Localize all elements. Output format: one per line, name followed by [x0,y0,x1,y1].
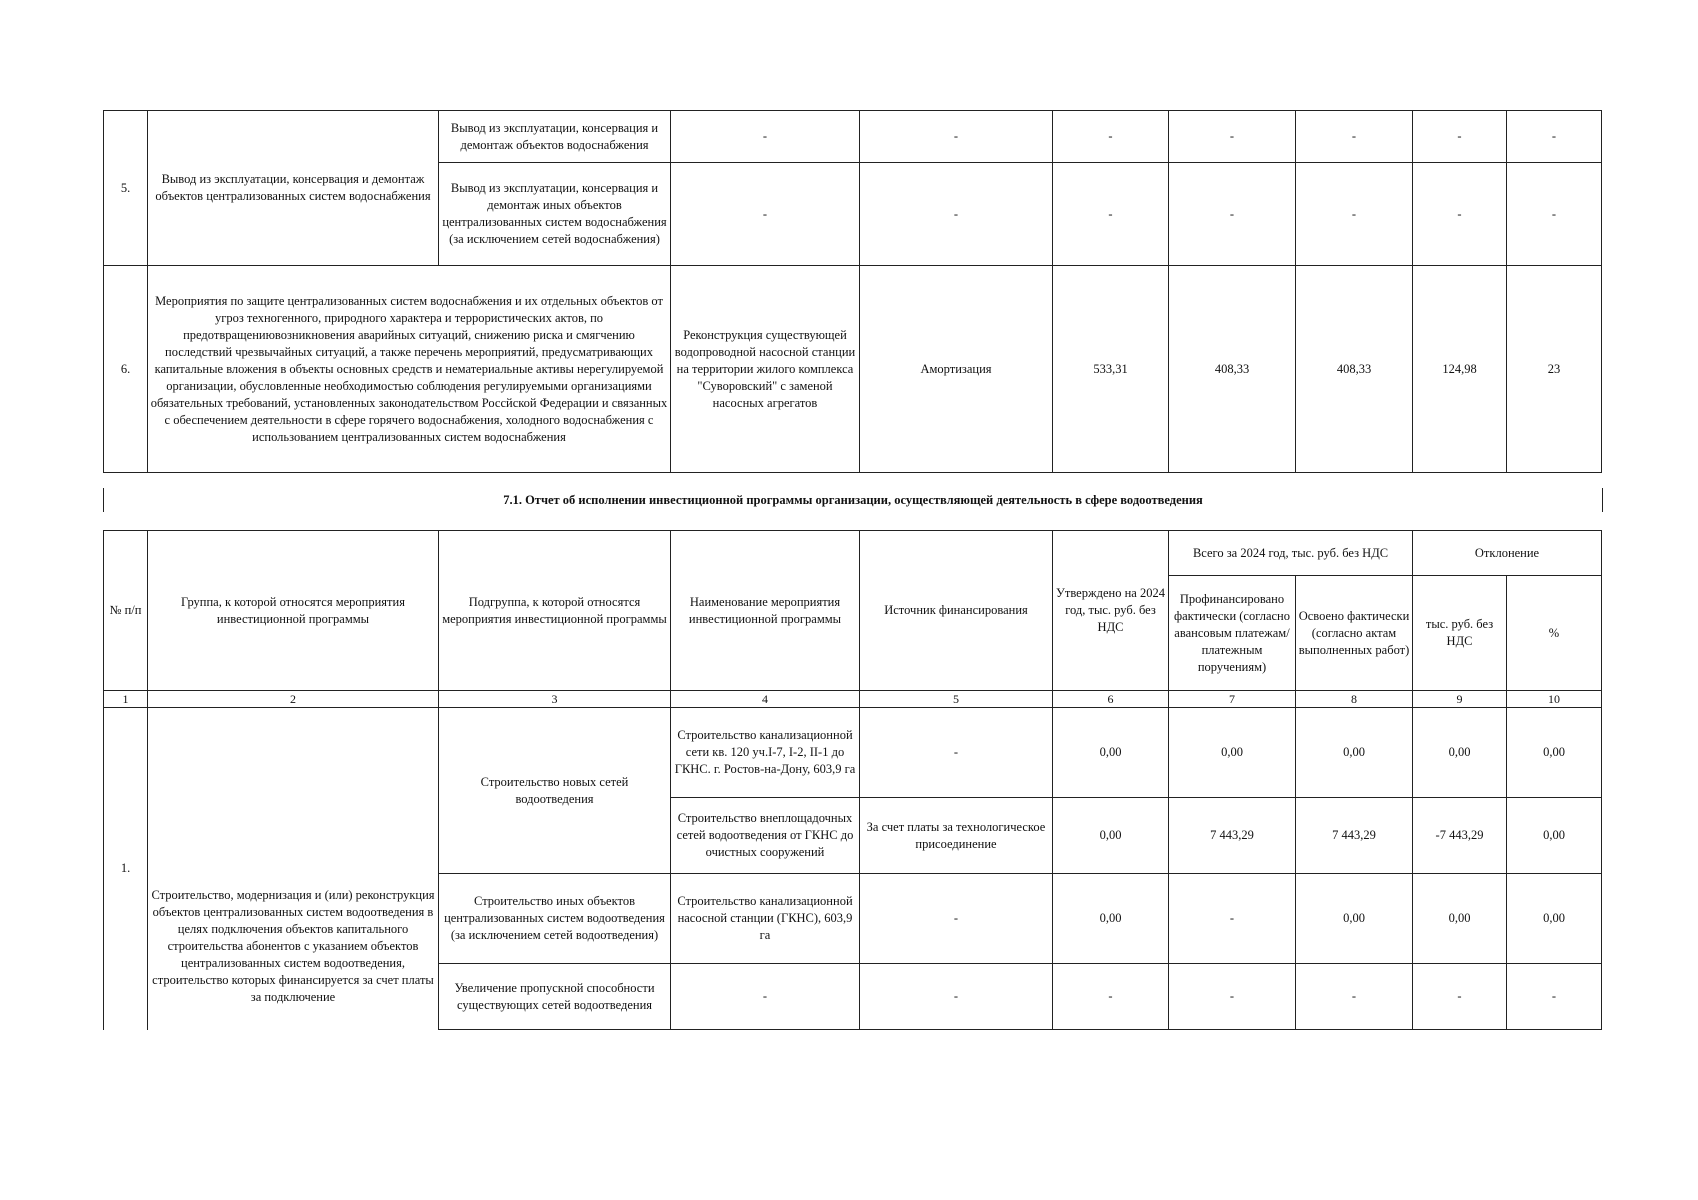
wastewater-report-table [103,530,1602,1030]
column-number: 8 [1296,691,1413,708]
mastered-cell: - [1296,111,1413,163]
subgroup-cell: Увеличение пропускной способности существующих сетей водоотведения [439,964,671,1030]
source-cell: За счет платы за технологическое присоединение [860,798,1053,874]
name-cell: - [671,964,860,1030]
row-number: 5. [104,111,148,266]
financed-cell: - [1169,964,1296,1030]
mastered-cell: 0,00 [1296,874,1413,964]
deviation-pct-cell: - [1507,111,1602,163]
column-number: 6 [1053,691,1169,708]
name-cell: Строительство канализационной насосной станции (ГКНС), 603,9 га [671,874,860,964]
header-num: № п/п [104,531,148,691]
group-cell: Мероприятия по защите централизованных систем водоснабжения и их отдельных объектов от угроз техногенного, природного характера и террористических актов, по предотвращениювозникновения аварийных ситуаций, снижению риска и смягчению последствий чрезвычайных ситуаций, а также перечень мероприятий, предусматривающих капитальные вложения в объекты основных средств и нематериальные активы нерегулируемой организации, обусловленные необходимостью соблюдения регулируемыми организациями обязательных требований, установленных законодательством Россйской Федерации и связанных с обеспечением деятельности в сфере горячего водоснабжения, холодного водоснабжения с использованием централизованных систем водоснабжения [148,266,671,473]
name-cell: Строительство канализационной сети кв. 120 уч.I-7, I-2, II-1 до ГКНС. г. Ростов-на-Дону, 603,9 га [671,708,860,798]
financed-cell: - [1169,874,1296,964]
column-number-row [104,691,1602,708]
header-approved: Утверждено на 2024 год, тыс. руб. без НДС [1053,531,1169,691]
header-subgroup: Подгруппа, к которой относятся мероприятия инвестиционной программы [439,531,671,691]
group-cell: Строительство, модернизация и (или) реконструкция объектов централизованных систем водоотведения в целях подключения объектов капитального строительства абонентов с указанием объектов централизованных систем водоотведения, строительство которых финансируется за счет платы за подключение [148,708,439,1030]
deviation-rub-cell: -7 443,29 [1413,798,1507,874]
source-cell: - [860,708,1053,798]
deviation-pct-cell: 0,00 [1507,708,1602,798]
deviation-rub-cell: - [1413,964,1507,1030]
name-cell: Реконструкция существующей водопроводной насосной станции на территории жилого комплекса "Суворовский" с заменой насосных агрегатов [671,266,860,473]
mastered-cell: - [1296,163,1413,266]
header-financed: Профинансировано фактически (согласно авансовым платежам/платежным поручениям) [1169,576,1296,691]
header-deviation-rub: тыс. руб. без НДС [1413,576,1507,691]
water-supply-table-continuation [103,110,1602,473]
row-number: 1. [104,708,148,1030]
deviation-pct-cell: 0,00 [1507,874,1602,964]
column-number: 2 [148,691,439,708]
group-cell: Вывод из эксплуатации, консервация и демонтаж объектов централизованных систем водоснабжения [148,111,439,266]
source-cell: - [860,964,1053,1030]
approved-cell: - [1053,964,1169,1030]
header-deviation-pct: % [1507,576,1602,691]
section-title: 7.1. Отчет об исполнении инвестиционной программы организации, осуществляющей деятельность в сфере водоотведения [103,488,1603,512]
deviation-pct-cell: - [1507,163,1602,266]
subgroup-cell: Вывод из эксплуатации, консервация и демонтаж иных объектов централизованных систем водоснабжения (за исключением сетей водоснабжения) [439,163,671,266]
approved-cell: - [1053,111,1169,163]
deviation-pct-cell: - [1507,964,1602,1030]
table-row [104,708,1602,798]
source-cell: - [860,111,1053,163]
deviation-pct-cell: 0,00 [1507,798,1602,874]
column-number: 5 [860,691,1053,708]
column-number: 1 [104,691,148,708]
name-cell: - [671,163,860,266]
header-deviation: Отклонение [1413,531,1602,576]
table-row [104,111,1602,163]
source-cell: - [860,163,1053,266]
source-cell: - [860,874,1053,964]
column-number: 4 [671,691,860,708]
row-number: 6. [104,266,148,473]
header-total: Всего за 2024 год, тыс. руб. без НДС [1169,531,1413,576]
subgroup-cell: Строительство иных объектов централизованных систем водоотведения (за исключением сетей водоотведения) [439,874,671,964]
deviation-rub-cell: 0,00 [1413,874,1507,964]
deviation-rub-cell: 0,00 [1413,708,1507,798]
deviation-pct-cell: 23 [1507,266,1602,473]
financed-cell: - [1169,163,1296,266]
financed-cell: 408,33 [1169,266,1296,473]
subgroup-cell: Строительство новых сетей водоотведения [439,708,671,874]
financed-cell: 7 443,29 [1169,798,1296,874]
column-number: 7 [1169,691,1296,708]
header-name: Наименование мероприятия инвестиционной программы [671,531,860,691]
approved-cell: 0,00 [1053,874,1169,964]
approved-cell: 0,00 [1053,708,1169,798]
mastered-cell: 408,33 [1296,266,1413,473]
approved-cell: - [1053,163,1169,266]
column-number: 9 [1413,691,1507,708]
financed-cell: - [1169,111,1296,163]
mastered-cell: 0,00 [1296,708,1413,798]
deviation-rub-cell: - [1413,111,1507,163]
header-mastered: Освоено фактически (согласно актам выполненных работ) [1296,576,1413,691]
approved-cell: 0,00 [1053,798,1169,874]
approved-cell: 533,31 [1053,266,1169,473]
column-number: 3 [439,691,671,708]
column-number: 10 [1507,691,1602,708]
financed-cell: 0,00 [1169,708,1296,798]
mastered-cell: 7 443,29 [1296,798,1413,874]
mastered-cell: - [1296,964,1413,1030]
deviation-rub-cell: 124,98 [1413,266,1507,473]
header-row [104,531,1602,576]
header-group: Группа, к которой относятся мероприятия инвестиционной программы [148,531,439,691]
source-cell: Амортизация [860,266,1053,473]
name-cell: Строительство внеплощадочных сетей водоотведения от ГКНС до очистных сооружений [671,798,860,874]
subgroup-cell: Вывод из эксплуатации, консервация и демонтаж объектов водоснабжения [439,111,671,163]
name-cell: - [671,111,860,163]
deviation-rub-cell: - [1413,163,1507,266]
table-row [104,266,1602,473]
header-source: Источник финансирования [860,531,1053,691]
